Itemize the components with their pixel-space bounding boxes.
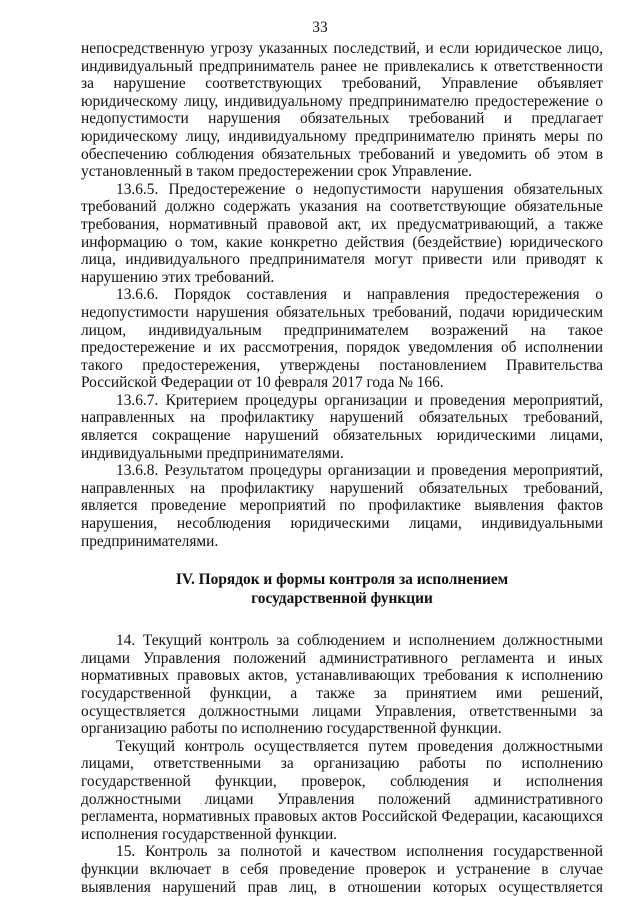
paragraph-13-6-5: 13.6.5. Предостережение о недопустимости нарушения обязательных требований должно содержать указания на соответствующие обязательные требования, нормативный правовой акт, их предусматривающий, а также информацию о том, какие конкретно действия (бездействие) юридического лица, индивидуального предпринимателя могут привести или приводят к нарушению этих требований.: [81, 180, 603, 286]
section-heading-line2: государственной функции: [251, 590, 433, 608]
section-heading-line1: IV. Порядок и формы контроля за исполнением: [175, 571, 509, 589]
paragraph-13-6-8: 13.6.8. Результатом процедуры организации и проведения мероприятий, направленных на профилактику нарушений обязательных требований, является проведение мероприятий по профилактике выявления фактов нарушения, несоблюдения юридическими лицами, индивидуальными предпринимателями.: [81, 462, 603, 550]
document-body: [81, 40, 603, 896]
paragraph-current-control: Текущий контроль осуществляется путем проведения должностными лицами, ответственными за организацию работы по исполнению государственной функции, проверок, соблюдения и исполнения должностными лицами Управления положений административного регламента, нормативных правовых актов Российской Федерации, касающихся исполнения государственной функции.: [81, 737, 603, 843]
paragraph-14: 14. Текущий контроль за соблюдением и исполнением должностными лицами Управления положений административного регламента и иных нормативных правовых актов, устанавливающих требования к исполнению государственной функции, а также за принятием ими решений, осуществляется должностными лицами Управления, ответственными за организацию работы по исполнению государственной функции.: [81, 632, 603, 738]
paragraph-continuation: непосредственную угрозу указанных последствий, и если юридическое лицо, индивидуальный предприниматель ранее не привлекались к ответственности за нарушение соответствующих требований, Управление объявляет юридическому лицу, индивидуальному предпринимателю предостережение о недопустимости нарушения обязательных требований и предлагает юридическому лицу, индивидуальному предпринимателю принять меры по обеспечению соблюдения обязательных требований и уведомить об этом в установленный в таком предостережении срок Управление.: [81, 40, 603, 181]
paragraph-13-6-6: 13.6.6. Порядок составления и направления предостережения о недопустимости нарушения обязательных требований, подачи юридическим лицом, индивидуальным предпринимателем возражений на такое предостережение и их рассмотрения, порядок уведомления об исполнении такого предостережения, утверждены постановлением Правительства Российской Федерации от 10 февраля 2017 года № 166.: [81, 286, 603, 392]
page-number: 33: [312, 19, 328, 36]
paragraph-15: 15. Контроль за полнотой и качеством исполнения государственной функции включает в себя проведение проверок и устранение в случае выявления нарушений прав лиц, в отношении которых осуществляется: [81, 843, 603, 896]
section-heading: [81, 570, 603, 608]
paragraph-13-6-7: 13.6.7. Критерием процедуры организации и проведения мероприятий, направленных на профилактику нарушений обязательных требований, является сокращение нарушений обязательных юридическими лицами, индивидуальными предпринимателями.: [81, 391, 603, 462]
